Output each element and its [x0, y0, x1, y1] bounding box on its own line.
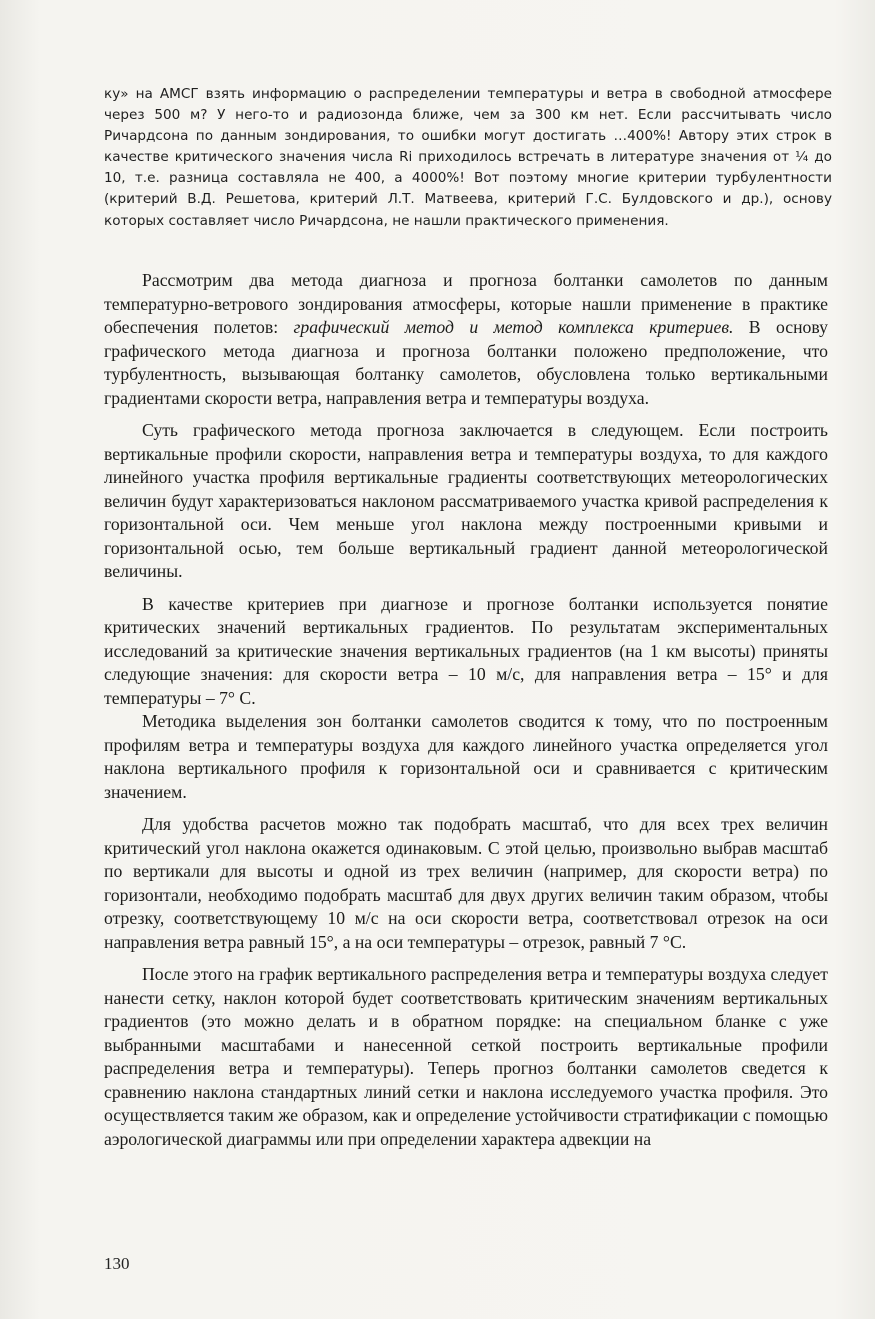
paragraph-3: В качестве критериев при диагнозе и прогнозе болтанки используется понятие критических значений вертикальных градиентов. По результатам экспериментальных исследований за критические значения вертикальных градиентов (на 1 км высоты) приняты следующие значения: для скорости ветра – 10 м/с, для направления ветра – 15° и для температуры – 7° С.: [104, 593, 828, 708]
page-number: 130: [104, 1254, 130, 1273]
paragraph-1-rest: В основу графического метода диагноза и прогноза болтанки положено предположение, что турбулентность, вызывающая болтанку самолетов, обусловлена только вертикальными градиентами скорости ветра, направления ветра и температуры воздуха.: [104, 317, 828, 408]
paragraph-1: [104, 269, 828, 410]
paragraph-6: После этого на график вертикального распределения ветра и температуры воздуха следует нанести сетку, наклон которой будет соответствовать критическим значениям вертикальных градиентов (это можно делать и в обратном порядке: на специальном бланке с уже выбранными масштабами и нанесенной сеткой построить вертикальные профили распределения ветра и температуры). Теперь прогноз болтанки самолетов сведется к сравнению наклона стандартных линий сетки и наклона исследуемого участка профиля. Это осуществляется таким же образом, как и определение устойчивости стратификации с помощью аэрологической диаграммы или при определении характера адвекции на: [104, 964, 828, 1149]
paragraph-2: Суть графического метода прогноза заключается в следующем. Если построить вертикальные профили скорости, направления ветра и температуры воздуха, то для каждого линейного участка профиля вертикальные градиенты соответствующих метеорологических величин будут характеризоваться наклоном рассматриваемого участка кривой распределения к горизонтальной оси. Чем меньше угол наклона между построенными кривыми и горизонтальной осью, тем больше вертикальный градиент данной метеорологической величины.: [104, 420, 828, 581]
paragraph-5: Для удобства расчетов можно так подобрать масштаб, что для всех трех величин критический угол наклона окажется одинаковым. С этой целью, произвольно выбрав масштаб по вертикали для высоты и одной из трех величин (например, для скорости ветра) по горизонтали, необходимо подобрать масштаб для двух других величин таким образом, чтобы отрезку, соответствующему 10 м/с на оси скорости ветра, соответствовал отрезок на оси направления ветра равный 15°, а на оси температуры – отрезок, равный 7 °С.: [104, 814, 828, 952]
footnote-continuation: [104, 84, 832, 232]
footnote-text: ку» на АМСГ взять информацию о распределении температуры и ветра в свободной атмосфере через 500 м? У него-то и радиозонда ближе, чем за 300 км нет. Если рассчитывать число Ричардсона по данным зондирования, то ошибки могут достигать …400%! Автору этих строк в качестве критического значения числа Ri приходилось встречать в литературе значения от ¼ до 10, т.е. разница составляла не 400, а 4000%! Вот поэтому многие критерии турбулентности (критерий В.Д. Решетова, критерий Л.Т. Матвеева, критерий Г.С. Булдовского и др.), основу которых составляет число Ричардсона, не нашли практического применения.: [104, 86, 832, 229]
paragraph-4: Методика выделения зон болтанки самолетов сводится к тому, что по построенным профилям ветра и температуры воздуха для каждого линейного участка определяется угол наклона вертикального профиля к горизонтальной оси и сравнивается с критическим значением.: [104, 711, 828, 802]
paragraph-1-text: Рассмотрим два метода диагноза и прогноза болтанки самолетов по данным температурно-ветрового зондирования атмосферы, которые нашли применение в практике обеспечения полетов:: [104, 270, 828, 337]
main-text: [104, 269, 828, 1151]
paragraph-1-italic: графический метод и метод комплекса критериев.: [293, 317, 734, 337]
